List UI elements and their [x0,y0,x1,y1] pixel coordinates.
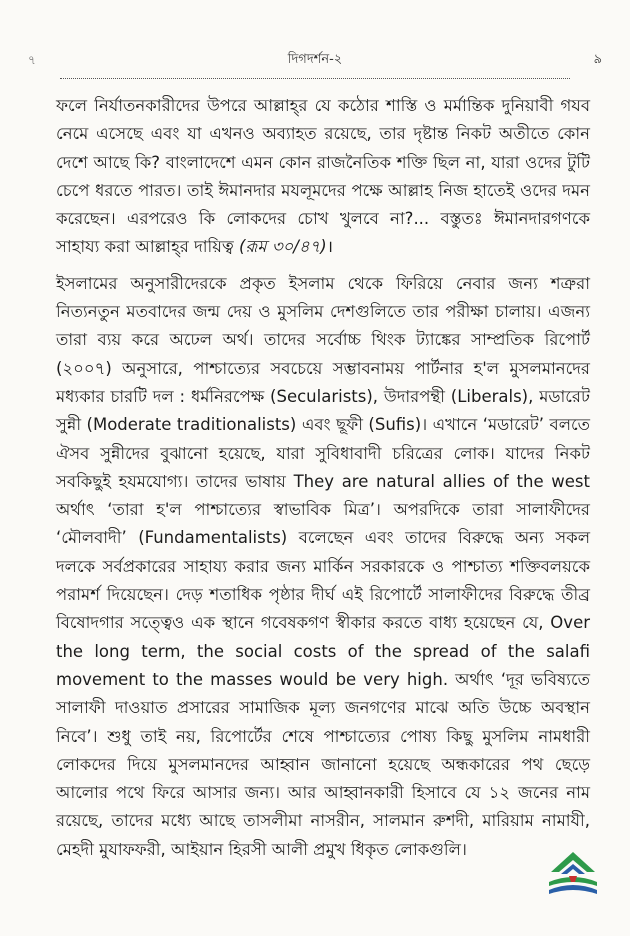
running-title: দিগদর্শন-২ [287,52,343,67]
paragraph-1-end: । [326,237,333,257]
paragraph-2: ইসলামের অনুসারীদেরকে প্রকৃত ইসলাম থেকে ফিরিয়ে নেবার জন্য শত্রুরা নিত্যনতুন মতবাদের জন্ম দেয় ও মুসলিম দেশগুলিতে তার পরীক্ষা চালায়। এজন্য তারা ব্যয় করে অঢেল অর্থ। তাদের সর্বোচ্চ থিংক ট্যাঙ্কের সাম্প্রতিক রিপোর্ট (২০০৭) অনুসারে, পাশ্চাত্যের সবচেয়ে সম্ভাবনাময় পার্টনার হ'ল মুসলমানদের মধ্যকার চারটি দল : ধর্মনিরপেক্ষ (Secularists), উদারপন্থী (Liberals), মডারেট সুন্নী (Moderate traditionalists) এবং ছূফী (Sufis)। এখানে ‘মডারেট’ বলতে ঐসব সুন্নীদের বুঝানো হয়েছে, যারা সুবিধাবাদী চরিত্রের লোক। যাদের নিকট সবকিছুই হযমযোগ্য। তাদের ভাষায় They are natural allies of the west অর্থাৎ ‘তারা হ'ল পাশ্চাত্যের স্বাভাবিক মিত্র’। অপরদিকে তারা সালাফীদের ‘মৌলবাদী’ (Fundamentalists) বলেছেন এবং তাদের বিরুদ্ধে অন্য সকল দলকে সর্বপ্রকারের সাহায্য করার জন্য মার্কিন সরকারকে ও পাশ্চাত্য শক্তিবলয়কে পরামর্শ দিয়েছেন। দেড় শতাধিক পৃষ্ঠার দীর্ঘ এই রিপোর্টে সালাফীদের বিরুদ্ধে তীব্র বিষোদগার সত্ত্বেও এক স্থানে গবেষকগণ স্বীকার করতে বাধ্য হয়েছেন যে, Over the long term, the social costs of the spread of the salafi movement to the masses would be very high. অর্থাৎ ‘দূর ভবিষ্যতে সালাফী দাওয়াত প্রসারের সামাজিক মূল্য জনগণের মাঝে অতি উচ্চে অবস্থান নিবে’। শুধু তাই নয়, রিপোর্টের শেষে পাশ্চাত্যের পোষ্য কিছু মুসলিম নামধারী লোকদের দিয়ে মুসলমানদের আহ্বান জানানো হয়েছে অন্ধকারের পথ ছেড়ে আলোর পথে ফিরে আসার জন্য। আর আহ্বানকারী হিসাবে যে ১২ জনের নাম রয়েছে, তাদের মধ্যে আছে তাসলীমা নাসরীন, সালমান রুশদী, মারিয়াম নামাযী, মেহদী মুযাফফরী, আইয়ান হিরসী আলী প্রমুখ ধিকৃত লোকগুলি। [56,273,590,859]
running-header [28,48,602,72]
paragraph-1-text: ফলে নির্যাতনকারীদের উপরে আল্লাহ্‌র যে কঠোর শাস্তি ও মর্মান্তিক দুনিয়াবী গযব নেমে এসেছে এবং যা এখনও অব্যাহত রয়েছে, তার দৃষ্টান্ত নিকট অতীতে কোন দেশে আছে কি? বাংলাদেশে এমন কোন রাজনৈতিক শক্তি ছিল না, যারা ওদের টুটি চেপে ধরতে পারত। তাই ঈমানদার মযলূমদের পক্ষে আল্লাহ নিজ হাতেই ওদের দমন করেছেন। এরপরেও কি লোকদের চোখ খুলবে না?... বস্তুতঃ ঈমানদারগণকে সাহায্য করা আল্লাহ্‌র দায়িত্ব [56,96,590,257]
header-left-mark: ৭ [28,53,36,67]
quran-reference: (রূম ৩০/৪৭) [238,237,327,257]
page-number: ৯ [593,52,602,67]
paragraph-1 [56,92,590,262]
body-text [56,92,590,864]
publisher-logo-icon [541,842,605,902]
header-divider [60,78,570,79]
